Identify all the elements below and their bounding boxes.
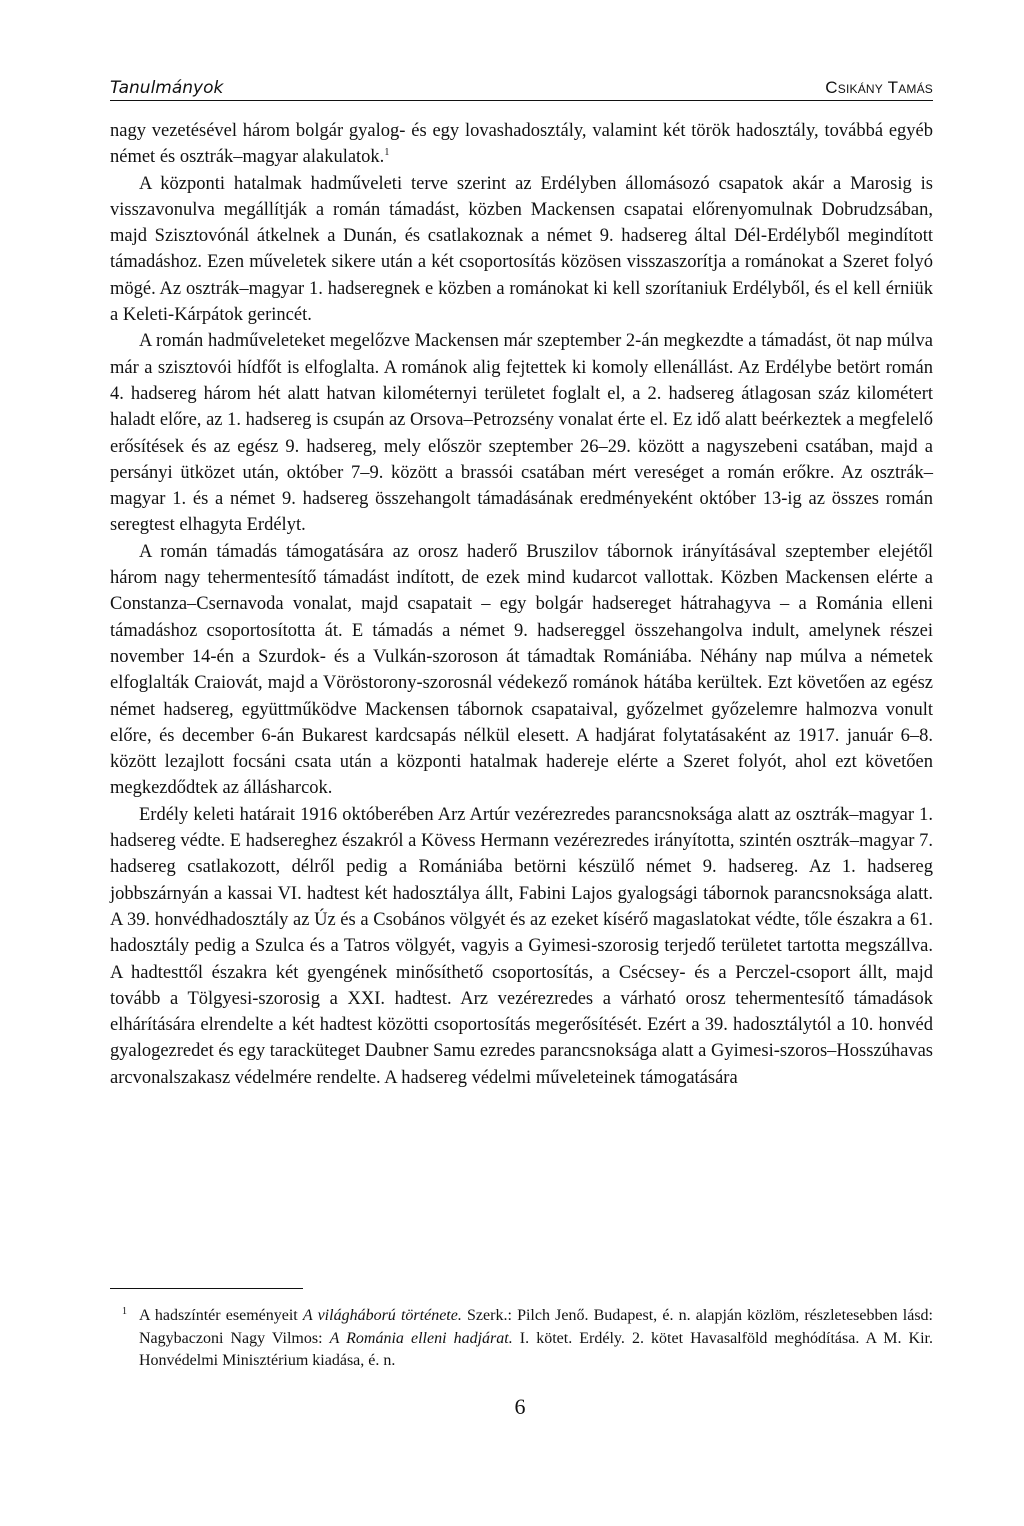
footnote <box>110 1305 933 1373</box>
footnote-text-2: Szerk.: Pilch Jenő. Budapest, é. n. alapján közlöm, részletesebben lásd: Nagybaczoni Nagy Vilmos: <box>139 1307 934 1347</box>
footnote-title-2: A Románia elleni hadjárat. <box>329 1329 513 1347</box>
header-author: Csikány Tamás <box>825 78 933 97</box>
paragraph-3: A román hadműveleteket megelőzve Mackensen már szeptember 2-án megkezdte a támadást, öt nap múlva már a szisztovói hídfőt is elfoglalta. A románok alig fejtettek ki komoly ellenállást. Az Erdélybe betört román 4. hadsereg három hét alatt hatvan kilométernyi területet foglalt el, a 2. hadsereg átlagosan száz kilométert haladt előre, az 1. hadsereg is csupán az Orsova–Petrozsény vonalat érte el. Ez idő alatt beérkeztek a megfelelő erősítések és az egész 9. hadsereg, mely először szeptember 26–29. között a nagyszebeni csatában, majd a persányi ütközet után, október 7–9. között a brassói csatában mért vereséget a román erőkre. Az osztrák–magyar 1. és a német 9. hadsereg összehangolt támadásának eredményeként október 13-ig az összes román seregtest elhagyta Erdélyt. <box>110 331 933 536</box>
paragraph-2: A központi hatalmak hadműveleti terve szerint az Erdélyben állomásozó csapatok akár a Marosig is visszavonulva megállítják a román támadást, közben Mackensen csapatai előrenyomulnak Dobrudzsában, majd Szisztovónál átkelnek a Dunán, és csatlakoznak a német 9. hadsereg által Dél-Erdélyből megindított támadáshoz. Ezen műveletek sikere után a két csoportosítás közösen visszaszorítja a románokat a Szeret folyó mögé. Az osztrák–magyar 1. hadseregnek e közben a románokat ki kell szorítaniuk Erdélyből, és el kell érniük a Keleti-Kárpátok gerincét. <box>110 173 933 326</box>
paragraph-1-text: nagy vezetésével három bolgár gyalog- és egy lovashadosztály, valamint két török hadosztály, továbbá egyéb német és osztrák–magyar alakulatok. <box>110 121 933 168</box>
footnote-text-1: A hadszíntér eseményeit <box>139 1307 303 1324</box>
paragraph-continued <box>110 118 933 171</box>
footnote-reference[interactable]: 1 <box>384 147 390 159</box>
running-header <box>110 78 933 101</box>
footnote-1: 1 A hadszíntér eseményeit A világháború története. Szerk.: Pilch Jenő. Budapest, é. n. alapján közlöm, részletesebben lásd: Nagybaczoni Nagy Vilmos: A Románia elleni hadjárat. I. kötet. Erdély. 2. kötet Havasalföld meghódítása. A M. Kir. Honvédelmi Minisztérium kiadása, é. n. <box>122 1306 934 1370</box>
paragraph-4: A román támadás támogatására az orosz haderő Bruszilov tábornok irányításával szeptember elejétől három nagy tehermentesítő támadást indított, de ezek mind kudarcot vallottak. Közben Mackensen elérte a Constanza–Csernavoda vonalat, majd csapatait – egy bolgár hadsereget hátrahagyva – a Románia elleni támadáshoz csoportosította át. E támadás a német 9. hadsereggel összehangolva indult, amelynek részei november 14-én a Szurdok- és a Vulkán-szoroson át támadtak Romániába. Néhány nap múlva a németek elfoglalták Craiovát, majd a Vöröstorony-szorosnál védekező románok hátába kerültek. Ezt követően az egész német hadsereg, együttműködve Mackensen tábornok csapataival, győzelmet győzelemre halmozva vonult előre, és december 6-án Bukarest kardcsapás nélkül elesett. A hadjárat folytatásaként az 1917. január 6–8. között lezajlott focsáni csata után a központi hatalmak hadereje elérte a Szeret folyót, ahol ezt követően megkezdődtek az állásharcok. <box>110 541 933 799</box>
header-section-title: Tanulmányok <box>110 78 224 98</box>
footnote-separator <box>110 1288 303 1289</box>
paragraph-5: Erdély keleti határait 1916 októberében Arz Artúr vezérezredes parancsnoksága alatt az osztrák–magyar 1. hadsereg védte. E hadsereghez északról a Kövess Hermann vezérezredes irányította, szintén osztrák–magyar 7. hadsereg csatlakozott, délről pedig a Romániába betörni készülő német 9. hadsereg. Az 1. hadsereg jobbszárnyán a kassai VI. hadtest két hadosztálya állt, Fabini Lajos gyalogsági tábornok parancsnoksága alatt. A 39. honvédhadosztály az Úz és a Csobános völgyét és az ezeket kísérő magaslatokat védte, tőle északra a 61. hadosztály pedig a Szulca és a Tatros völgyét, vagyis a Gyimesi-szorosig terjedő területet tartotta megszállva. A hadtesttől északra két gyengének minősíthető csoportosítás, a Csécsey- és a Perczel-csoport állt, majd tovább a Tölgyesi-szorosig a XXI. hadtest. Arz vezérezredes a várható orosz tehermentesítő támadások elhárítására elrendelte a két hadtest közötti csoportosítás megerősítését. Ezért a 39. hadosztálytól a 10. honvéd gyalogezredet és egy taracküteget Daubner Samu ezredes parancsnoksága alatt a Gyimesi-szoros–Hosszúhavas arcvonalszakasz védelmére rendelte. A hadsereg védelmi műveleteinek támogatására <box>110 804 933 1088</box>
footnote-text-3: I. kötet. Erdély. 2. kötet Havasalföld meghódítása. A M. Kir. Honvédelmi Minisztérium kiadása, é. n. <box>139 1329 934 1370</box>
body-text <box>110 118 933 1091</box>
page-number: 6 <box>514 1394 526 1419</box>
footnote-title-1: A világháború története. <box>302 1307 462 1324</box>
